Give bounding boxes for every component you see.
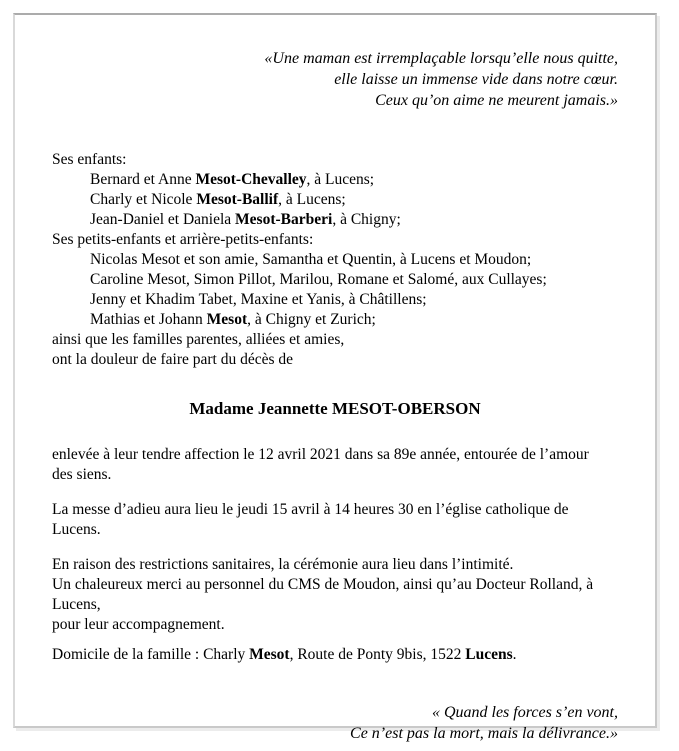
document-content [15,15,655,744]
grandchild-line-surname: Mesot [206,311,248,328]
child-line-surname: Mesot-Ballif [196,191,279,208]
grandchild-line [52,270,618,290]
child-line-text: Charly et Nicole [90,191,197,208]
domicile-text: . [512,646,517,663]
family-closing-line: ainsi que les familles parentes, alliées et amies, [52,331,345,348]
child-line [52,210,618,230]
deceased-name: Madame Jeannette MESOT-OBERSON [189,399,481,418]
opening-quote-line: Ceux qu’on aime ne meurent jamais.» [375,92,618,109]
opening-quote-line: «Une maman est irremplaçable lorsqu’elle nous quitte, [264,50,618,67]
closing-quote-line: Ce n’est pas la mort, mais la délivrance.» [350,725,618,742]
child-line-text: , à Chigny; [332,211,401,228]
paragraph-line: enlevée à leur tendre affection le 12 avril 2021 dans sa 89e année, entourée de l’amour [52,446,589,463]
child-line-text: Bernard et Anne [90,171,196,188]
children-header: Ses enfants: [52,151,127,168]
paragraph-line: Un chaleureux merci au personnel du CMS de Moudon, ainsi qu’au Docteur Rolland, à [52,576,594,593]
opening-quote-line: elle laisse un immense vide dans notre cœur. [334,71,618,88]
grandchild-line-text: Mathias et Johann [90,311,207,328]
family-closing-line: ont la douleur de faire part du décès de [52,351,294,368]
grandchild-line-text: Caroline Mesot, Simon Pillot, Marilou, Romane et Salomé, aux Cullayes; [90,271,547,288]
grandchild-line [52,310,618,330]
grandchild-line [52,290,618,310]
paragraph-domicile [52,645,618,665]
closing-quote-line: « Quand les forces s’en vont, [431,704,618,721]
domicile-surname: Mesot [249,646,290,663]
family-list [52,150,618,370]
opening-quote [52,48,618,111]
child-line-text: Jean-Daniel et Daniela [90,211,236,228]
child-line-text: , à Lucens; [306,171,375,188]
paragraph-line: des siens. [52,466,112,483]
grandchild-line [52,250,618,270]
child-line [52,170,618,190]
child-line-surname: Mesot-Barberi [235,211,333,228]
paragraph-death [52,445,618,485]
grandchild-line-text: Jenny et Khadim Tabet, Maxine et Yanis, à Châtillens; [90,291,427,308]
child-line-text: , à Lucens; [278,191,346,208]
paragraph-line: Lucens. [52,521,101,538]
domicile-city: Lucens [465,646,513,663]
paragraph-line: pour leur accompagnement. [52,616,225,633]
domicile-text: , Route de Ponty 9bis, 1522 [289,646,466,663]
paragraph-line: En raison des restrictions sanitaires, la cérémonie aura lieu dans l’intimité. [52,556,514,573]
grandchild-line-text: , à Chigny et Zurich; [247,311,376,328]
document-frame [13,13,657,742]
child-line [52,190,618,210]
child-line-surname: Mesot-Chevalley [195,171,307,188]
paragraph-restrictions [52,555,618,635]
paragraph-mass [52,500,618,540]
domicile-text: Domicile de la famille : Charly [52,646,250,663]
grandchild-line-text: Nicolas Mesot et son amie, Samantha et Quentin, à Lucens et Moudon; [90,251,532,268]
paragraph-line: Lucens, [52,596,101,613]
grandchildren-header: Ses petits-enfants et arrière-petits-enfants: [52,231,314,248]
paragraph-line: La messe d’adieu aura lieu le jeudi 15 avril à 14 heures 30 en l’église catholique de [52,501,569,518]
closing-quote [52,702,618,744]
